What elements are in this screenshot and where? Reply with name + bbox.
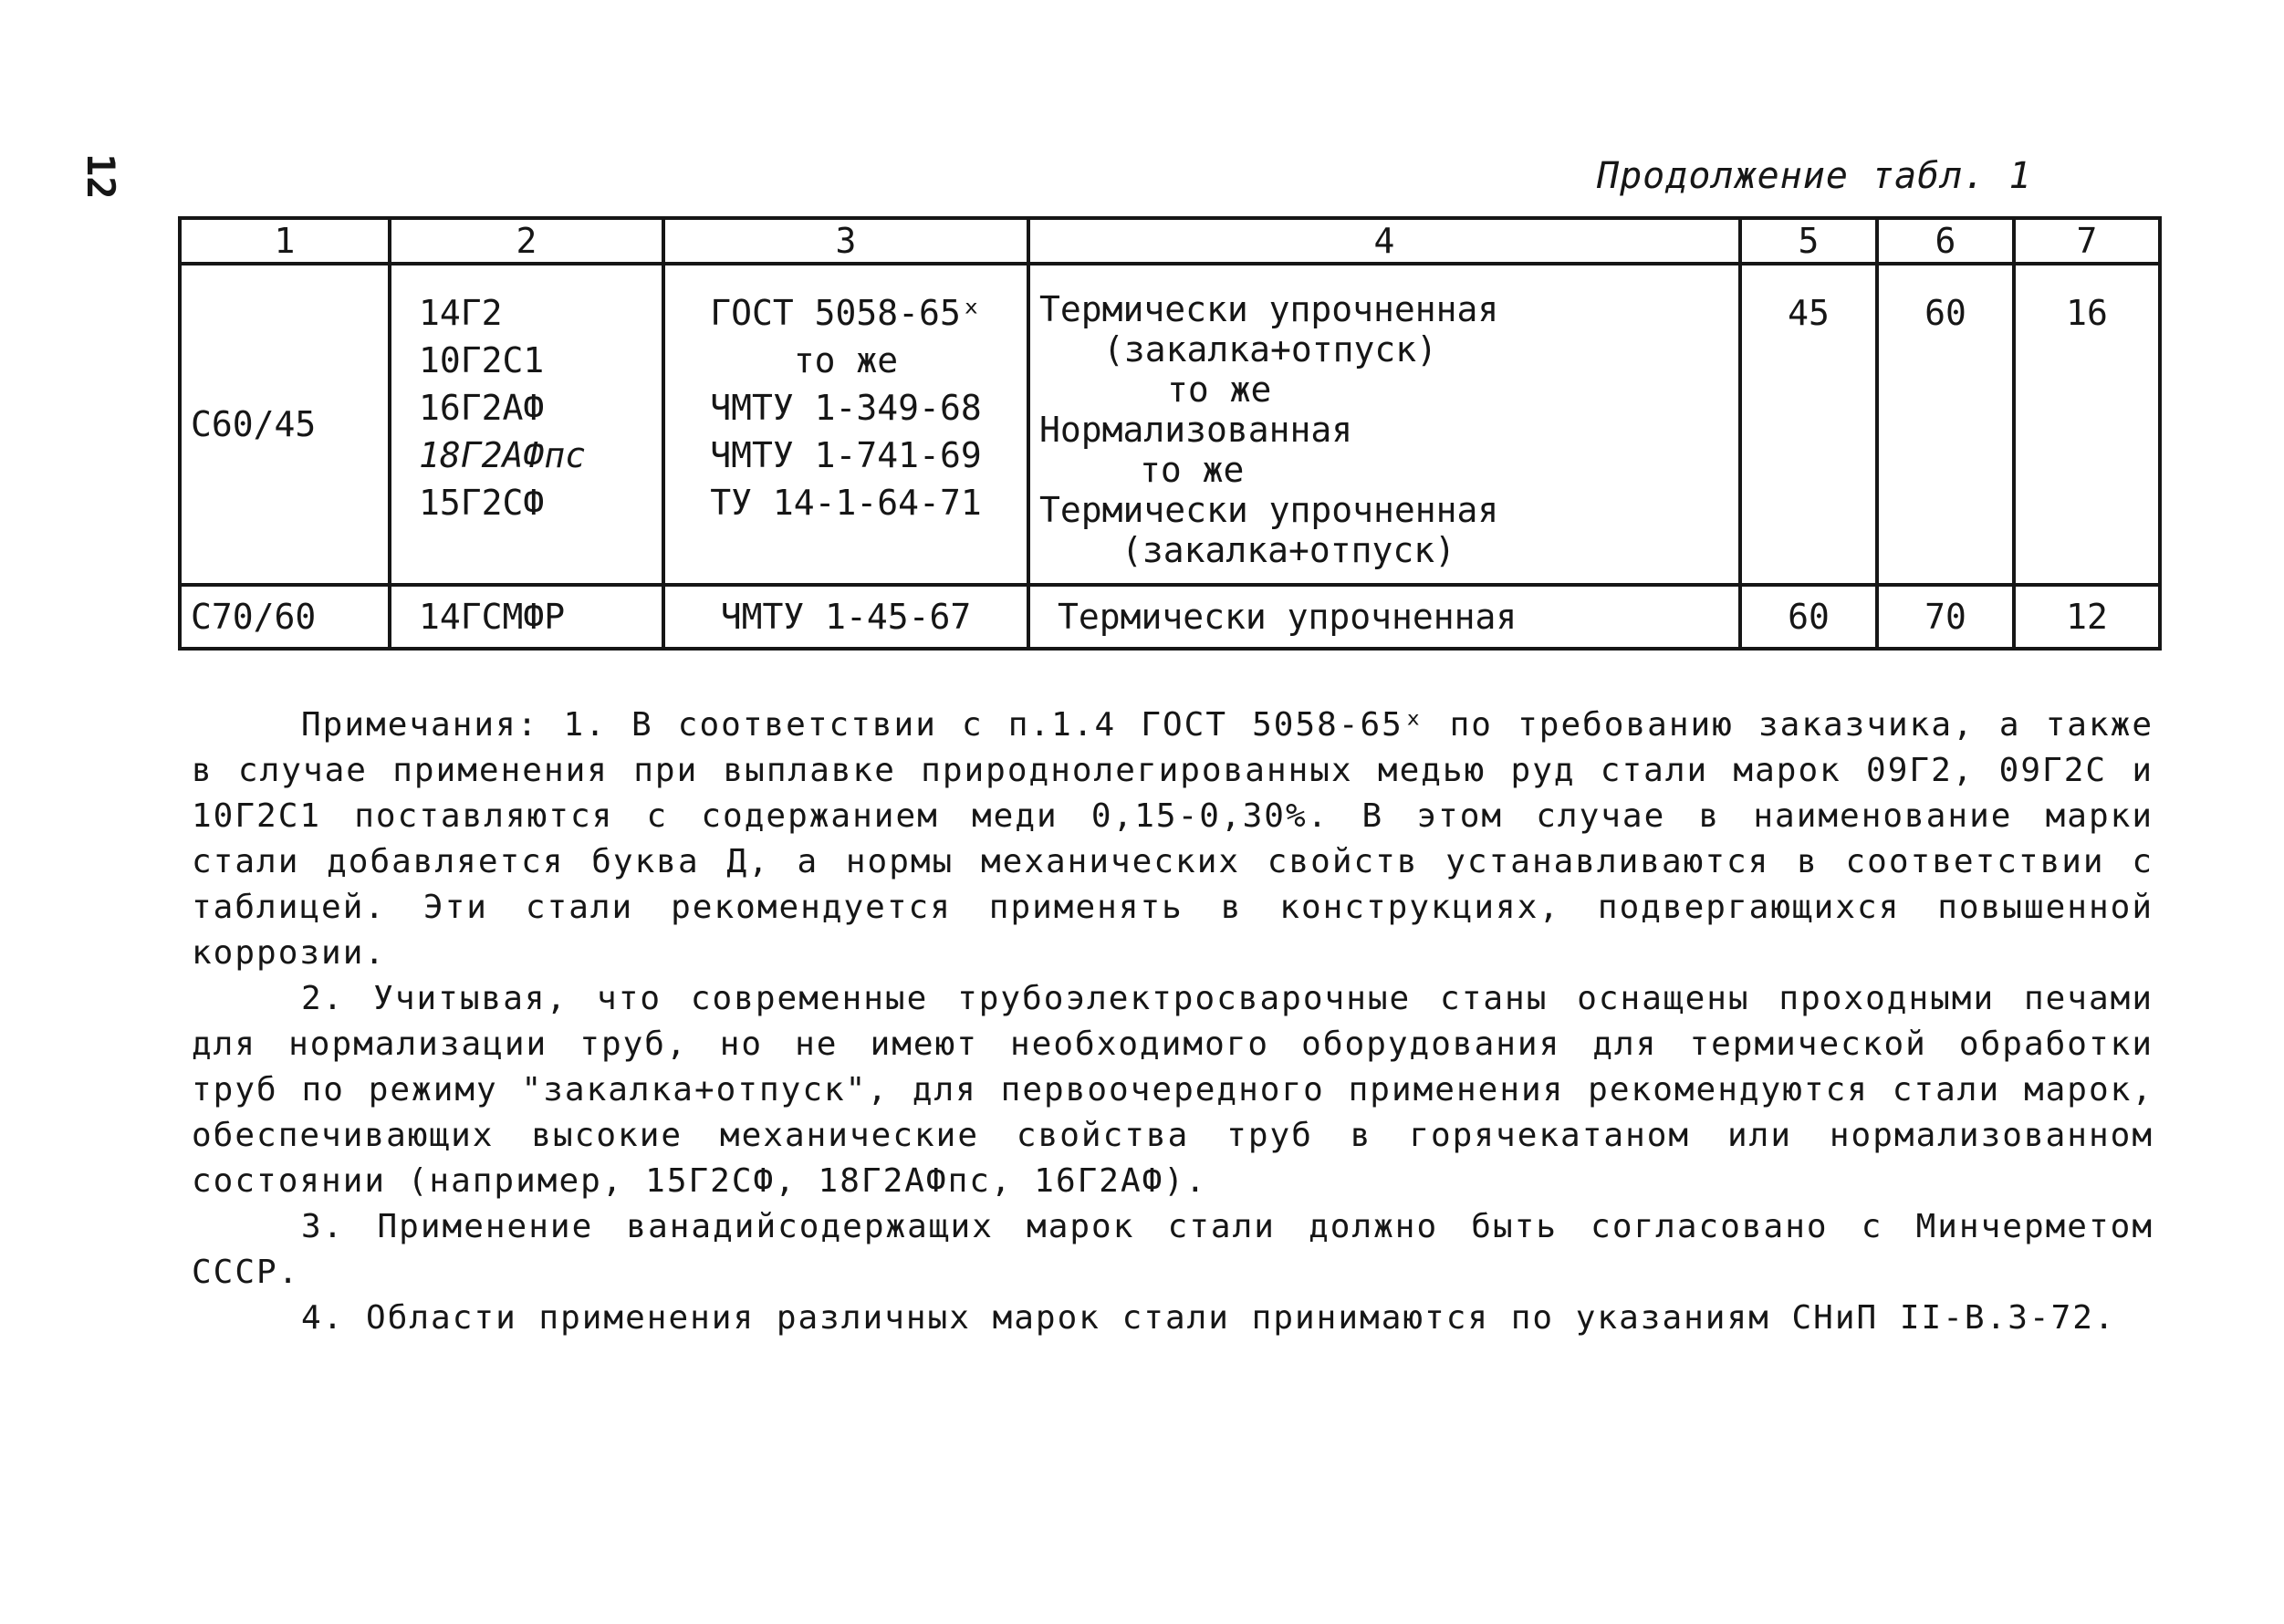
header-cell: 3 [663, 218, 1028, 264]
header-cell: 4 [1028, 218, 1740, 264]
standard-cell: ЧМТУ 1-45-67 [663, 585, 1028, 649]
page-number: 12 [78, 153, 123, 200]
strength-class-cell: С70/60 [180, 585, 390, 649]
value-cell: 60 [1877, 264, 2014, 585]
table-row [180, 585, 2160, 649]
value-cell: 16 [2014, 264, 2160, 585]
table-row [180, 264, 2160, 585]
value-cell: 45 [1740, 264, 1877, 585]
steel-grade-cell: 14ГСМФР [390, 585, 663, 649]
steel-grades-table [178, 216, 2162, 651]
value-cell: 12 [2014, 585, 2160, 649]
delivery-state-cell: Термически упрочненная (закалка+отпуск) то же Нормализованная то же Термически упрочненная (закалка+отпуск) [1028, 264, 1740, 585]
value-cell: 60 [1740, 585, 1877, 649]
strength-class-cell: С60/45 [180, 264, 390, 585]
notes-section [192, 703, 2154, 1341]
header-cell: 6 [1877, 218, 2014, 264]
steel-grade-cell: 14Г2 10Г2С1 16Г2АФ 18Г2АФпс 15Г2СФ [390, 264, 663, 585]
delivery-state-cell: Термически упрочненная [1028, 585, 1740, 649]
note-4: 4. Области применения различных марок стали принимаются по указаниям СНиП II-В.3-72. [301, 1299, 2116, 1337]
header-cell: 5 [1740, 218, 1877, 264]
note-2: 2. Учитывая, что современные трубоэлектросварочные станы оснащены проходными печами для нормализации труб, но не имеют необходимого оборудования для термической обработки труб по режиму "закалка+отпуск", для первоочередного применения рекомендуются стали марок, обеспечивающих высокие механические свойства труб в горячекатаном или нормализованном состоянии (например, 15Г2СФ, 18Г2АФпс, 16Г2АФ). [192, 980, 2154, 1200]
note-1: Примечания: 1. В соответствии с п.1.4 ГОСТ 5058-65ˣ по требованию заказчика, а также в случае применения при выплавке природнолегированных медью руд стали марок 09Г2, 09Г2С и 10Г2С1 поставляются с содержанием меди 0,15-0,30%. В этом случае в наименование марки стали добавляется буква Д, а нормы механических свойств устанавливаются в соответствии с таблицей. Эти стали рекомендуется применять в конструкциях, подвергающихся повышенной коррозии. [192, 706, 2154, 972]
header-cell: 7 [2014, 218, 2160, 264]
header-cell: 1 [180, 218, 390, 264]
table-caption: Продолжение табл. 1 [1597, 155, 2032, 197]
note-3: 3. Применение ванадийсодержащих марок стали должно быть согласовано с Минчерметом СССР. [192, 1208, 2154, 1291]
standard-cell: ГОСТ 5058-65ˣ то же ЧМТУ 1-349-68 ЧМТУ 1-741-69 ТУ 14-1-64-71 [663, 264, 1028, 585]
value-cell: 70 [1877, 585, 2014, 649]
table-header-row [180, 218, 2160, 264]
header-cell: 2 [390, 218, 663, 264]
